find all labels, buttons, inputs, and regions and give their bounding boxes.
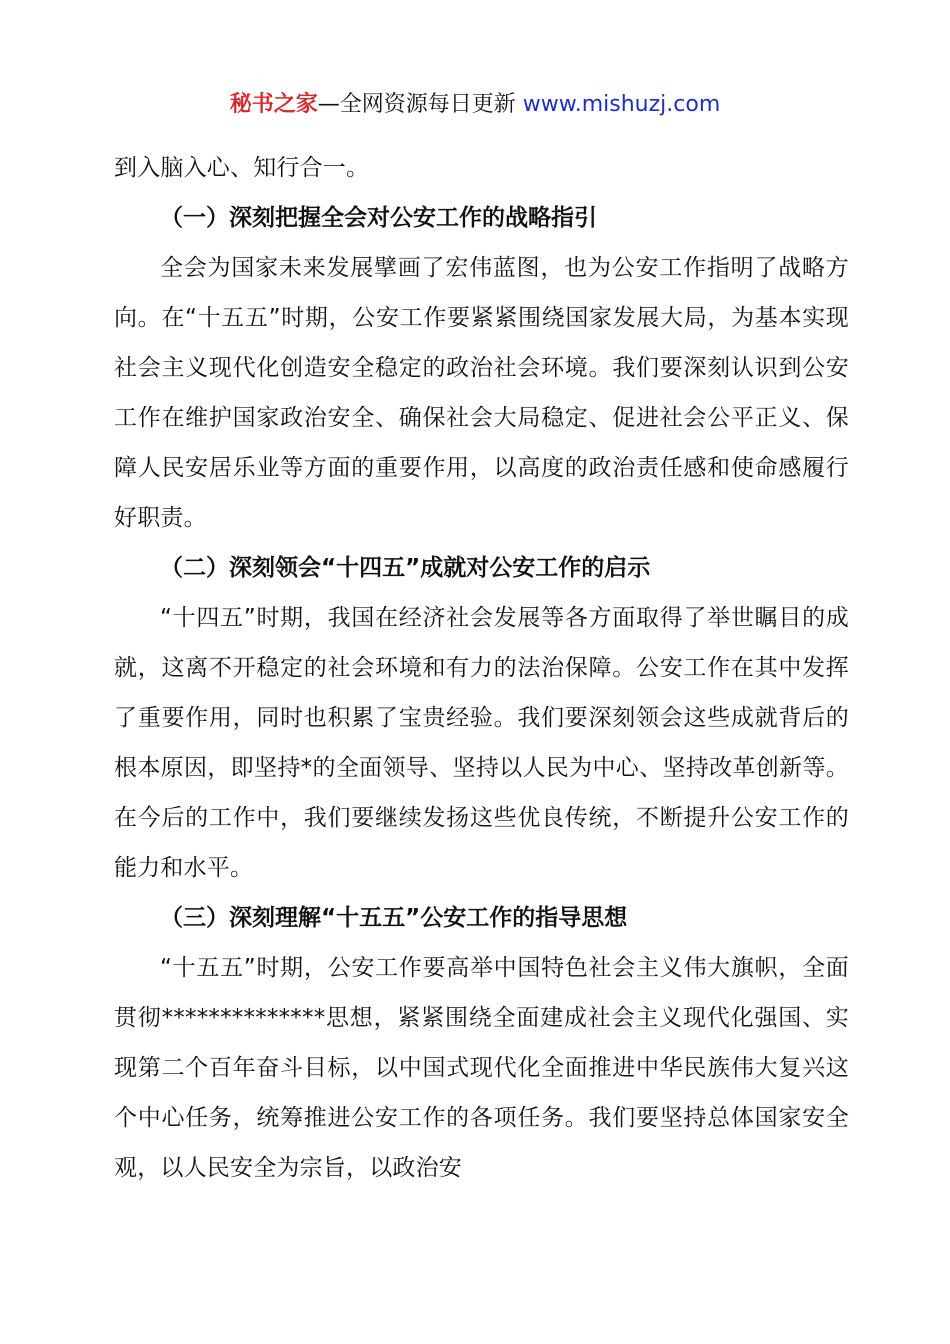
paragraph-2: “十四五”时期，我国在经济社会发展等各方面取得了举世瞩目的成就，这离不开稳定的社会环境和有力的法治保障。公安工作在其中发挥了重要作用，同时也积累了宝贵经验。我们要深刻领会这些成就背后的根本原因，即坚持*的全面领导、坚持以人民为中心、坚持改革创新等。在今后的工作中，我们要继续发扬这些优良传统，不断提升公安工作的能力和水平。 bbox=[114, 605, 849, 881]
section-heading-2: （二）深刻领会“十四五”成就对公安工作的启示 bbox=[160, 555, 651, 581]
paragraph-1: 全会为国家未来发展擘画了宏伟蓝图，也为公安工作指明了战略方向。在“十五五”时期，公安工作要紧紧围绕国家发展大局，为基本实现社会主义现代化创造安全稳定的政治社会环境。我们要深刻认识到公安工作在维护国家政治安全、确保社会大局稳定、促进社会公平正义、保障人民安居乐业等方面的重要作用，以高度的政治责任感和使命感履行好职责。 bbox=[114, 255, 849, 531]
section-heading-3: （三）深刻理解“十五五”公安工作的指导思想 bbox=[160, 905, 628, 931]
brand-name: 秘书之家 bbox=[229, 92, 318, 117]
site-header bbox=[0, 88, 950, 122]
document-body bbox=[114, 143, 849, 1193]
site-url-link[interactable]: www.mishuzj.com bbox=[522, 92, 721, 117]
section-heading-1: （一）深刻把握全会对公安工作的战略指引 bbox=[160, 205, 597, 231]
paragraph-continuation: 到入脑入心、知行合一。 bbox=[114, 155, 370, 181]
paragraph-3: “十五五”时期，公安工作要高举中国特色社会主义伟大旗帜，全面贯彻**************思想，紧紧围绕全面建成社会主义现代化强国、实现第二个百年奋斗目标，以中国式现代化全面推进中华民族伟大复兴这个中心任务，统筹推进公安工作的各项任务。我们要坚持总体国家安全观，以人民安全为宗旨，以政治安 bbox=[114, 955, 849, 1181]
header-tagline: —全网资源每日更新 bbox=[317, 92, 523, 117]
